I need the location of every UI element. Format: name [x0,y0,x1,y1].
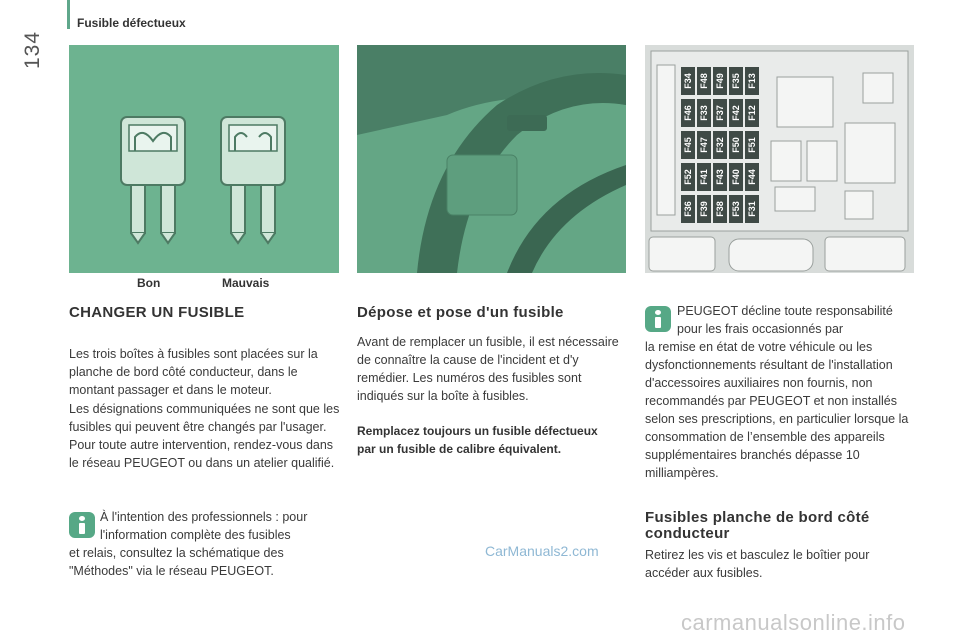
fuse-label: F46 [681,99,695,127]
fuse-label: F13 [745,67,759,95]
fuse-illustration [69,45,339,273]
liability-line1: PEUGEOT décline toute responsabilité [677,304,893,318]
fuse-label: F47 [697,131,711,159]
pro-info-line1: À l'intention des professionnels : pour [100,510,308,524]
fuse-label: F39 [697,195,711,223]
fuse-label: F44 [745,163,759,191]
fuse-label: F49 [713,67,727,95]
info-icon [69,512,95,538]
liability-line2: pour les frais occasionnés par [677,322,844,336]
heading-remove-fuse: Dépose et pose d'un fusible [357,304,564,321]
label-good: Bon [137,276,161,290]
dashboard-fuses-paragraph: Retirez les vis et basculez le boîtier pour accéder aux fusibles. [645,548,870,580]
pro-info-rest: et relais, consultez la schématique des "Méthodes" via le réseau PEUGEOT. [69,546,284,578]
fuse-label: F34 [681,67,695,95]
fuse-label: F41 [697,163,711,191]
section-accent-bar [67,0,70,29]
fuse-label: F48 [697,67,711,95]
fuse-label: F38 [713,195,727,223]
fuse-label: F45 [681,131,695,159]
section-title: Fusible défectueux [77,16,186,30]
designation-paragraph: Les désignations communiquées ne sont que les fusibles qui peuvent être changés par l'usager. Pour toute autre intervention, rendez-vous dans le réseau PEUGEOT ou dans un atelier qualifié. [69,402,340,470]
good-fuse-icon [121,117,185,243]
liability-rest: la remise en état de votre véhicule ou les dysfonctionnements résultant de l'installation d'accessoires auxiliaires non fournis, non recommandés par PEUGEOT et non installés selon ses prescriptions, en particulier lorsque la consommation de l’ensemble des appareils supplémentaires branchés dépasse 10 milliampères. [645,340,909,480]
fuse-label: F42 [729,99,743,127]
dashboard-photo [357,45,626,273]
dashboard-drawing [357,45,626,273]
fuse-label: F51 [745,131,759,159]
heading-dashboard-fuses: Fusibles planche de bord côté conducteur [645,509,870,542]
fuse-label: F52 [681,163,695,191]
warning-paragraph: Remplacez toujours un fusible défectueux par un fusible de calibre équivalent. [357,424,598,456]
fuse-label: F50 [729,131,743,159]
fuse-drawing [69,45,339,273]
info-icon [645,306,671,332]
fuse-box-diagram [645,45,914,273]
watermark-carmanuals2[interactable]: CarManuals2.com [485,543,599,559]
fuse-label: F31 [745,195,759,223]
remove-paragraph: Avant de remplacer un fusible, il est nécessaire de connaître la cause de l'incident et d'y remédier. Les numéros des fusibles sont indiqués sur la boîte à fusibles. [357,335,619,403]
fuse-label: F35 [729,67,743,95]
fuse-label: F53 [729,195,743,223]
watermark-carmanualsonline[interactable]: carmanualsonline.info [681,610,906,635]
fuse-label: F12 [745,99,759,127]
fuse-label: F40 [729,163,743,191]
fuse-label: F33 [697,99,711,127]
label-bad: Mauvais [222,276,270,290]
fuse-label: F43 [713,163,727,191]
fuse-label: F36 [681,195,695,223]
pro-info-line2: l'information complète des fusibles [100,528,291,542]
fuse-label: F32 [713,131,727,159]
intro-paragraph: Les trois boîtes à fusibles sont placées sur la planche de bord côté conducteur, dans le montant passager et dans le moteur. [69,347,318,397]
heading-change-fuse: CHANGER UN FUSIBLE [69,304,245,321]
blown-fuse-icon [221,117,285,243]
page-number: 134 [21,30,45,70]
fuse-label: F37 [713,99,727,127]
